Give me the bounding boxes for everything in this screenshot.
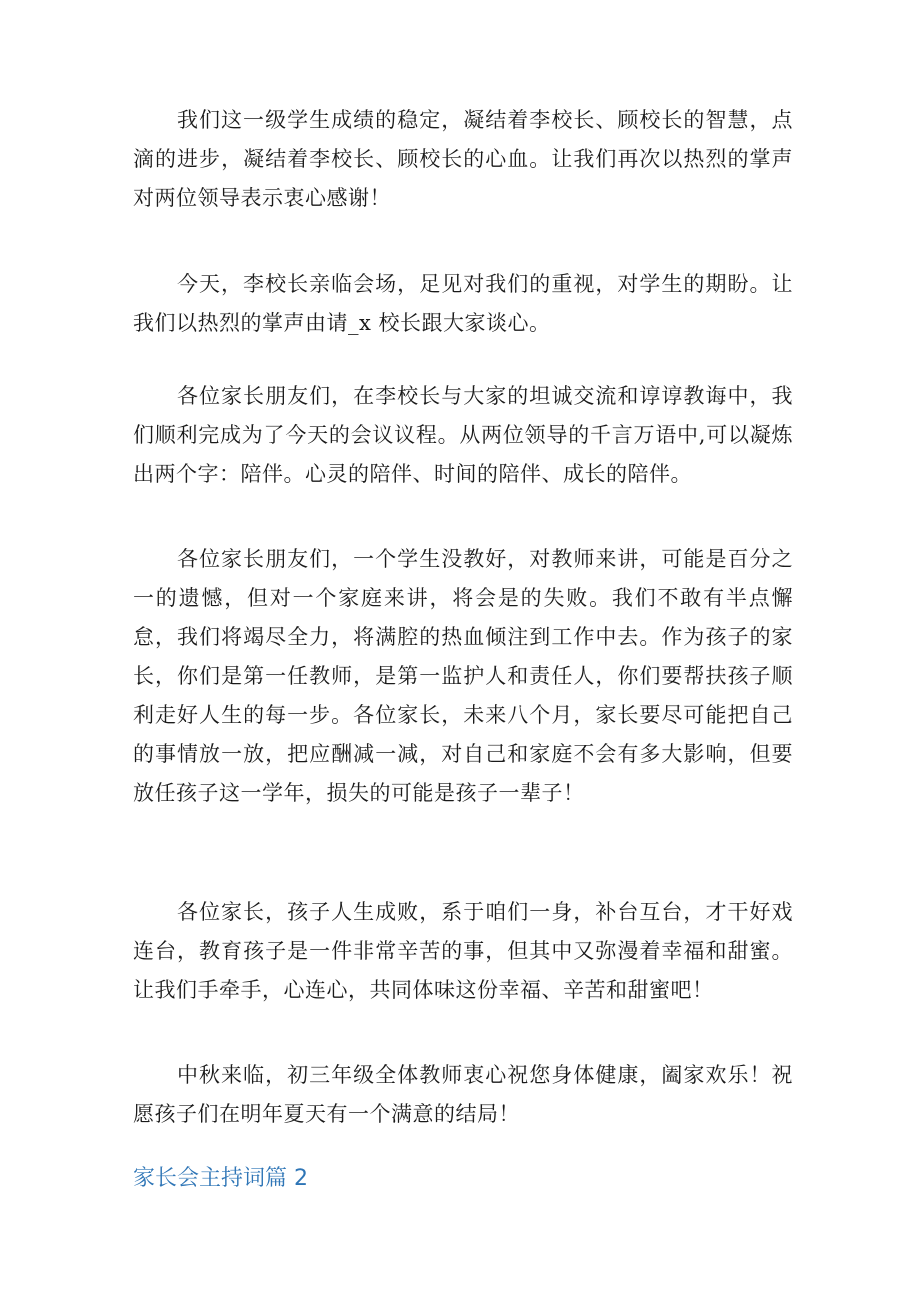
paragraph-5: 各位家长，孩子人生成败，系于咱们一身，补台互台，才干好戏连台，教育孩子是一件非常辛苦的事，但其中又弥漫着幸福和甜蜜。让我们手牵手，心连心，共同体味这份幸福、辛苦和甜蜜吧！ bbox=[133, 900, 793, 1002]
section-heading: 家长会主持词篇 2 bbox=[133, 1166, 308, 1191]
paragraph-4: 各位家长朋友们，一个学生没教好，对教师来讲，可能是百分之一的遗憾，但对一个家庭来讲，将会是的失败。我们不敢有半点懈怠，我们将竭尽全力，将满腔的热血倾注到工作中去。作为孩子的家长，你们是第一任教师，是第一监护人和责任人，你们要帮扶孩子顺利走好人生的每一步。各位家长，未来八个月，家长要尽可能把自己的事情放一放，把应酬减一减，对自己和家庭不会有多大影响，但要放任孩子这一学年，损失的可能是孩子一辈子！ bbox=[133, 547, 793, 805]
paragraph-6: 中秋来临，初三年级全体教师衷心祝您身体健康，阖家欢乐！祝愿孩子们在明年夏天有一个满意的结局！ bbox=[133, 1063, 793, 1126]
paragraph-3: 各位家长朋友们，在李校长与大家的坦诚交流和谆谆教诲中，我们顺利完成为了今天的会议议程。从两位领导的千言万语中,可以凝炼出两个字：陪伴。心灵的陪伴、时间的陪伴、成长的陪伴。 bbox=[133, 384, 793, 486]
paragraph-1: 我们这一级学生成绩的稳定，凝结着李校长、顾校长的智慧，点滴的进步，凝结着李校长、顾校长的心血。让我们再次以热烈的掌声对两位领导表示衷心感谢！ bbox=[133, 108, 793, 210]
paragraph-2: 今天，李校长亲临会场，足见对我们的重视，对学生的期盼。让我们以热烈的掌声由请_x 校长跟大家谈心。 bbox=[133, 272, 793, 335]
